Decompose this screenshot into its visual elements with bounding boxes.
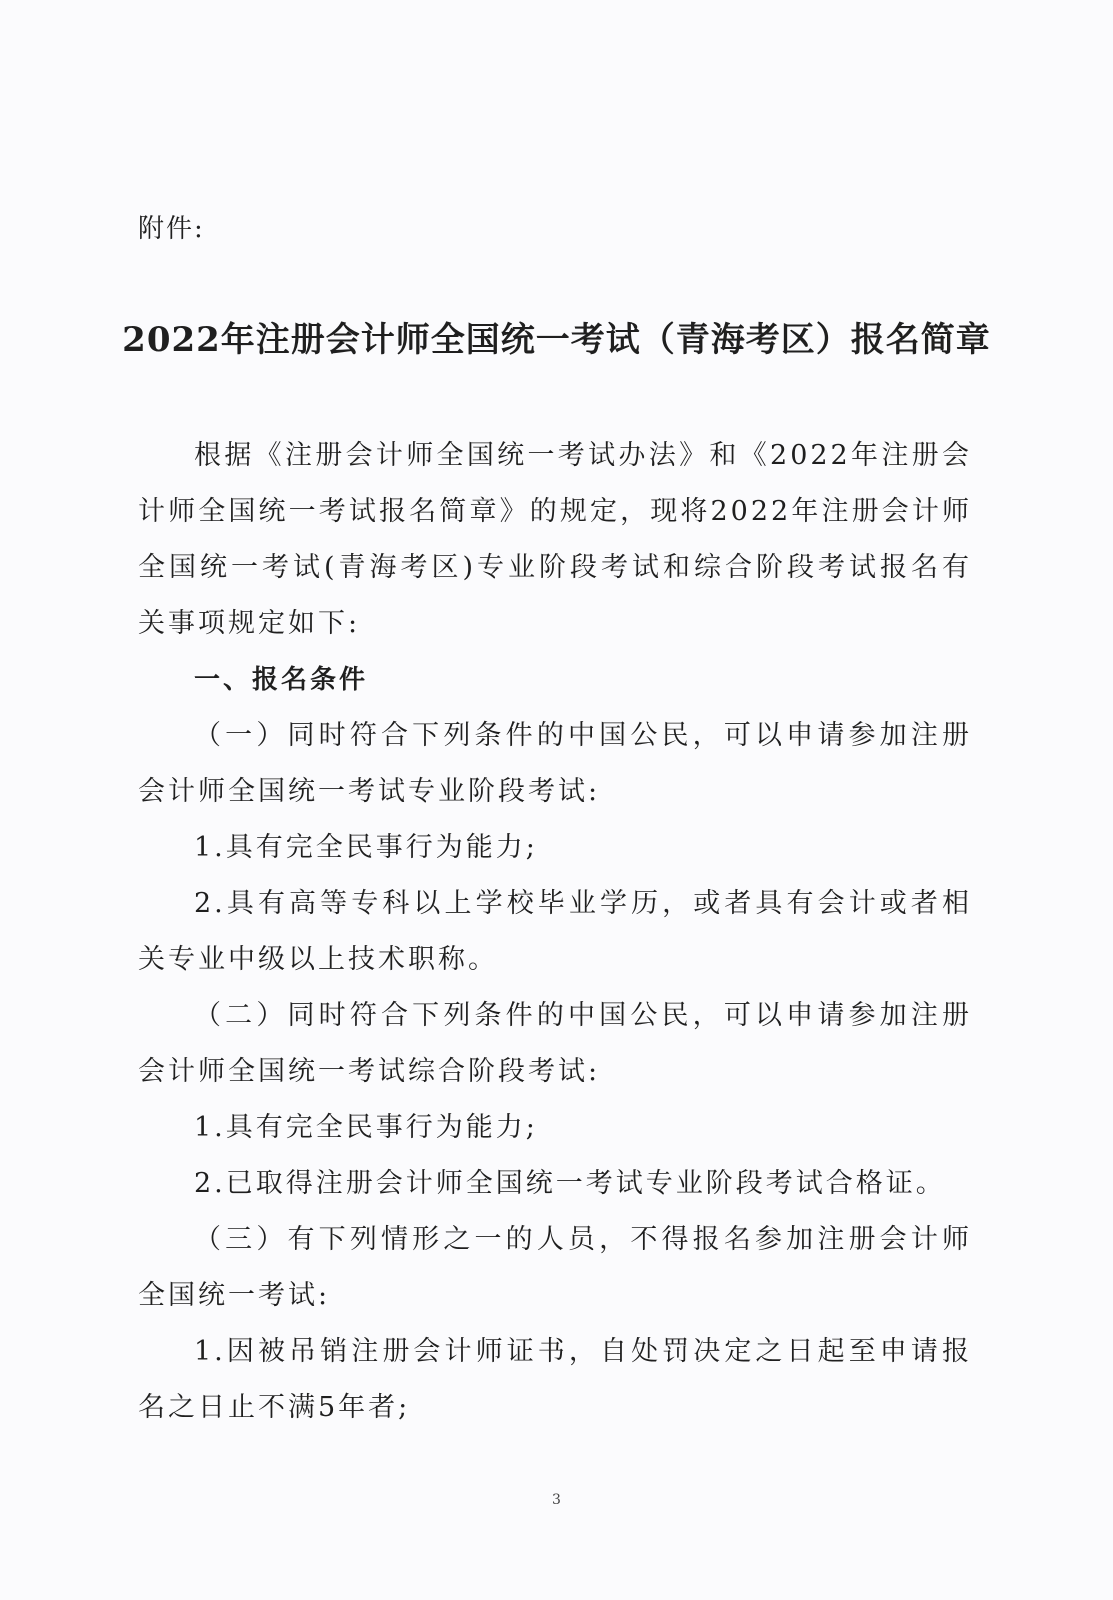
paragraph-item: 2.已取得注册会计师全国统一考试专业阶段考试合格证。	[194, 1168, 946, 1199]
section-heading-registration-conditions: 一、报名条件	[194, 665, 369, 695]
paragraph-professional-stage-conditions: （一）同时符合下列条件的中国公民，可以申请参加注册会计师全国统一考试专业阶段考试:	[138, 720, 972, 807]
paragraph-item: 1.具有完全民事行为能力;	[194, 832, 538, 863]
paragraph-comprehensive-stage-conditions: （二）同时符合下列条件的中国公民，可以申请参加注册会计师全国统一考试综合阶段考试:	[138, 1000, 972, 1087]
paragraph-item: 2.具有高等专科以上学校毕业学历，或者具有会计或者相关专业中级以上技术职称。	[138, 888, 972, 975]
document-body	[138, 428, 972, 1436]
paragraph-exclusion-conditions: （三）有下列情形之一的人员，不得报名参加注册会计师全国统一考试:	[138, 1224, 972, 1311]
attachment-label: 附件:	[138, 214, 205, 244]
page-number: 3	[552, 1492, 561, 1508]
document-title: 2022年注册会计师全国统一考试（青海考区）报名简章	[122, 320, 991, 360]
paragraph-item: 1.因被吊销注册会计师证书，自处罚决定之日起至申请报名之日止不满5年者;	[138, 1336, 972, 1423]
intro-paragraph: 根据《注册会计师全国统一考试办法》和《2022年注册会计师全国统一考试报名简章》的规定，现将2022年注册会计师全国统一考试(青海考区)专业阶段考试和综合阶段考试报名有关事项规定如下:	[138, 440, 972, 639]
paragraph-item: 1.具有完全民事行为能力;	[194, 1112, 538, 1143]
